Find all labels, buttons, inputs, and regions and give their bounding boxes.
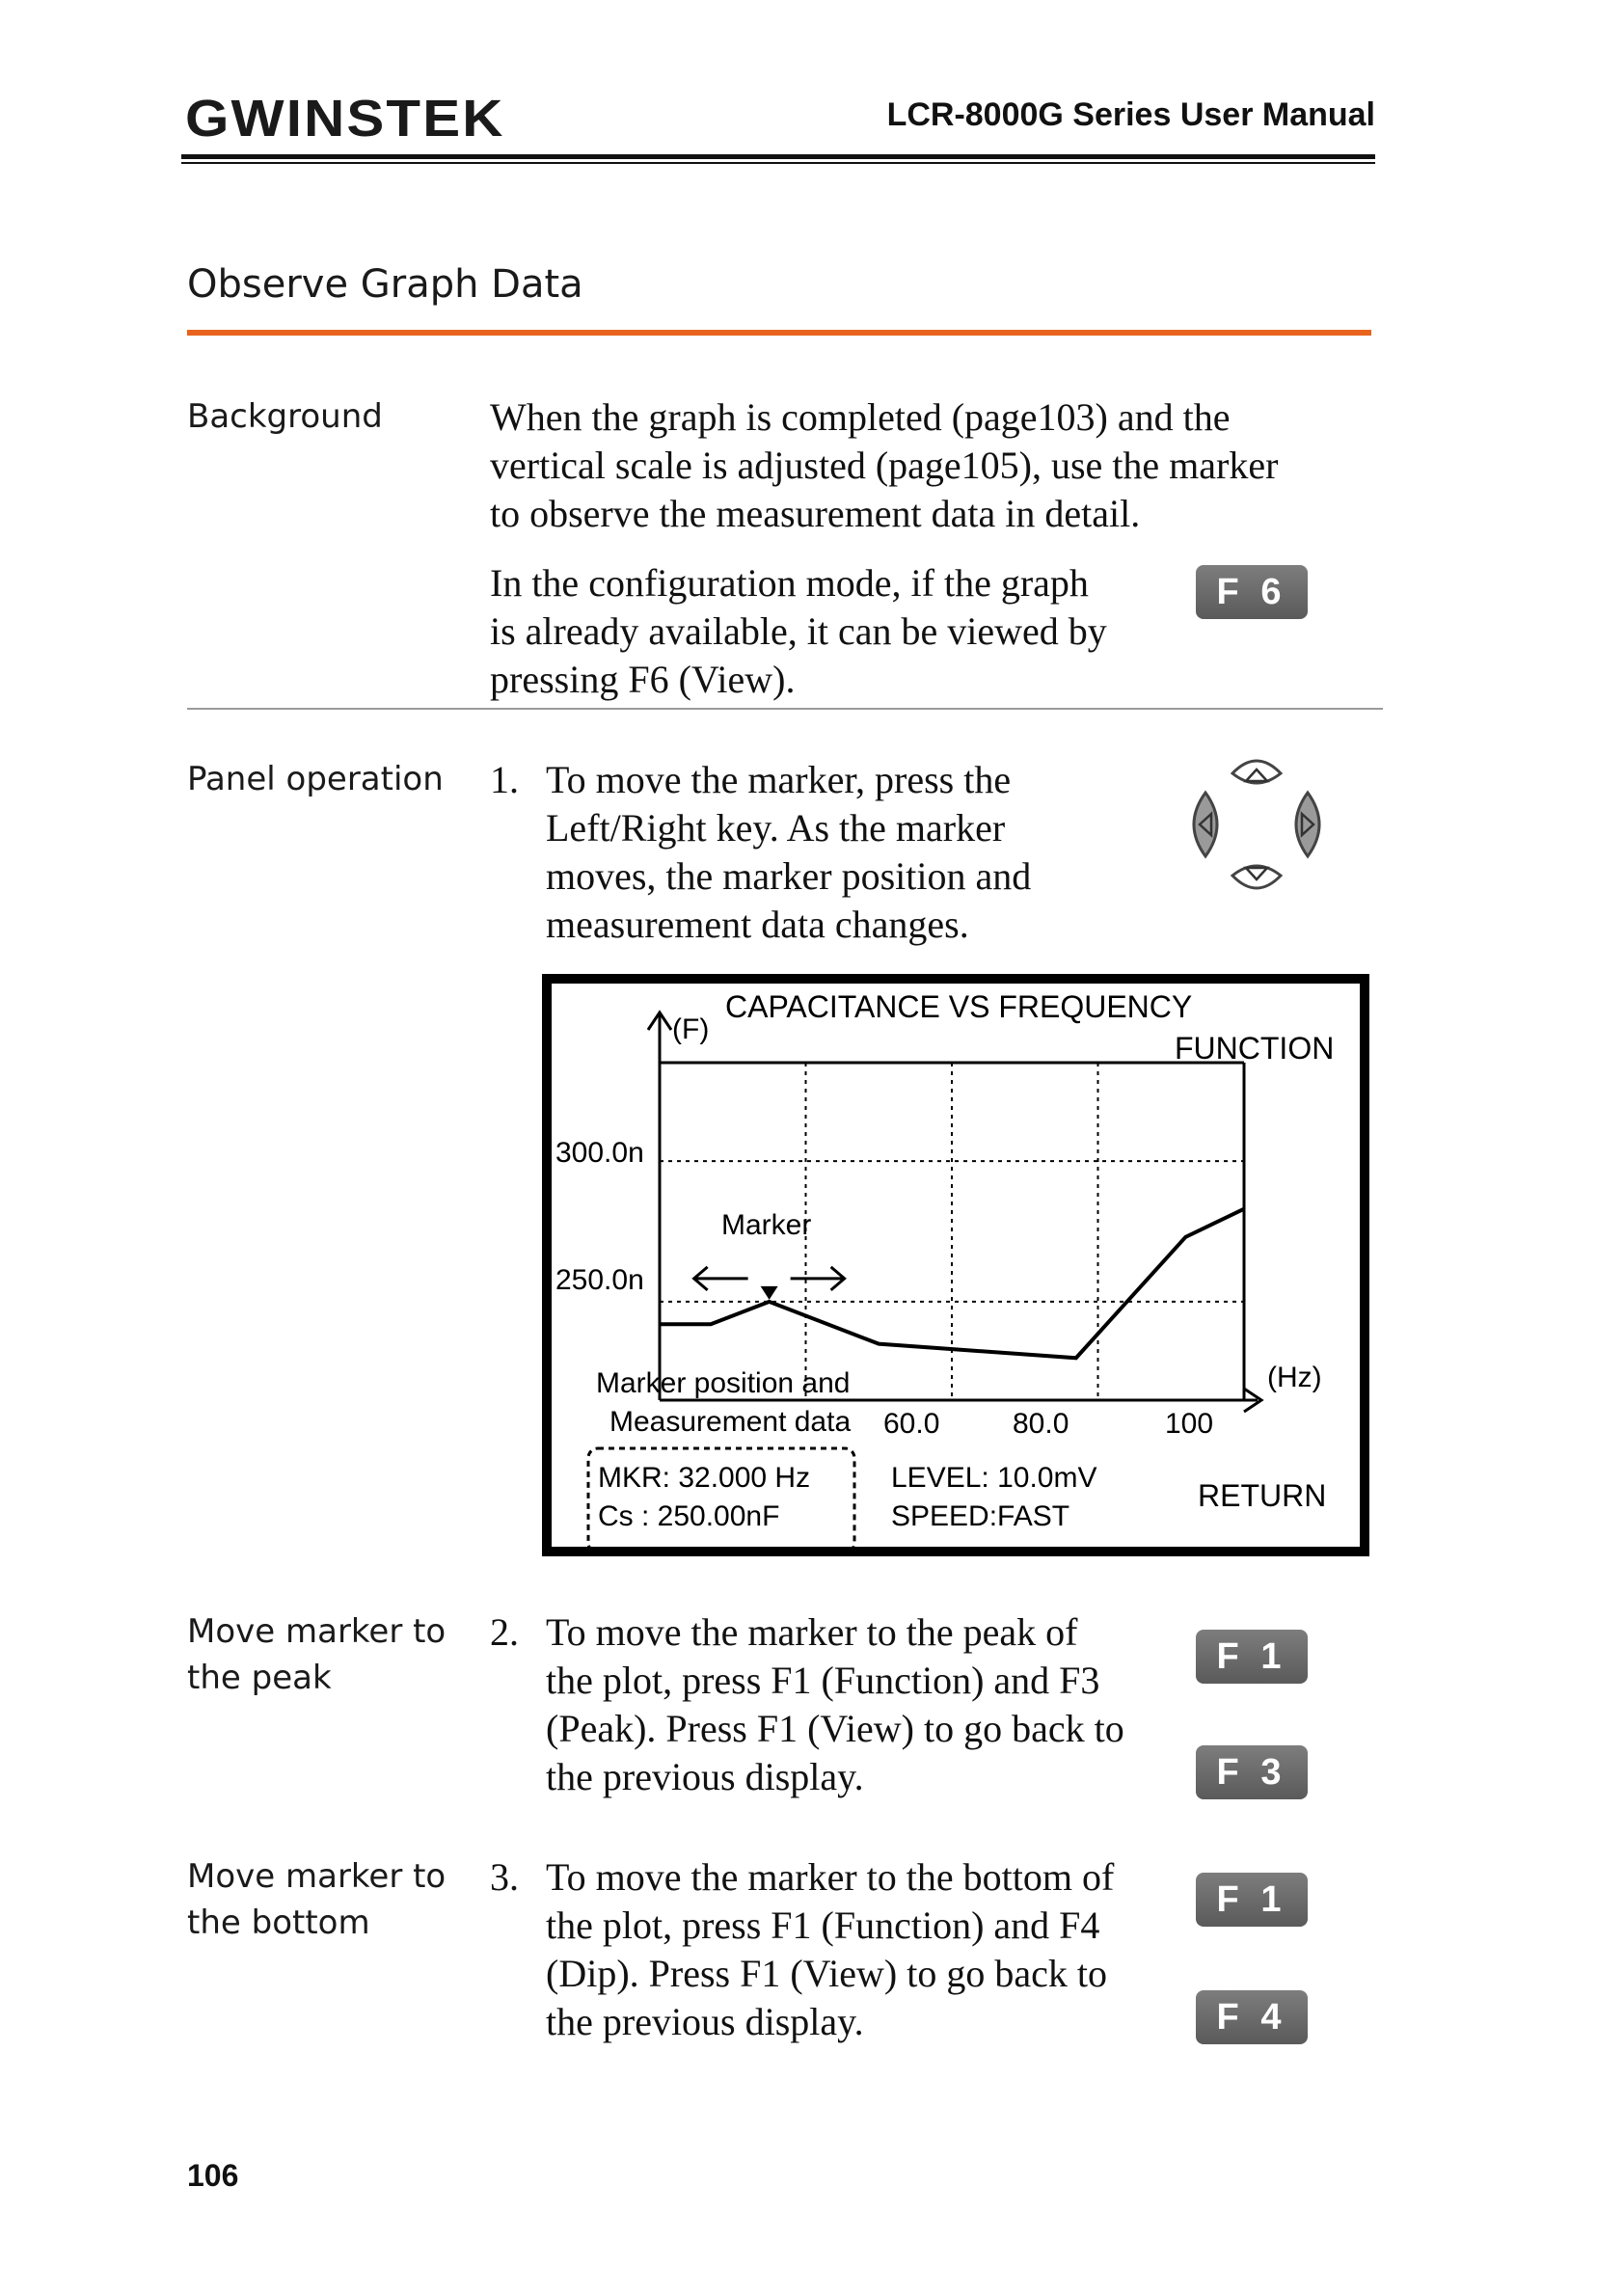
marker-label: Marker <box>721 1209 812 1241</box>
step-1-text <box>546 756 1031 949</box>
level-readout: LEVEL: 10.0mV <box>891 1462 1097 1494</box>
label-line: the peak <box>187 1659 332 1697</box>
manual-title: LCR-8000G Series User Manual <box>886 96 1375 133</box>
f1-key: F 1 <box>1196 1873 1308 1927</box>
step-number: 2. <box>490 1610 519 1654</box>
y-tick-label: 300.0n <box>555 1137 644 1169</box>
step-3-text <box>546 1853 1114 2046</box>
f6-key: F 6 <box>1196 565 1308 619</box>
f3-key: F 3 <box>1196 1745 1308 1799</box>
section-title: Observe Graph Data <box>187 262 583 307</box>
mkr-readout: MKR: 32.000 Hz <box>598 1462 811 1494</box>
page-number: 106 <box>187 2158 239 2193</box>
f1-key: F 1 <box>1196 1630 1308 1684</box>
callout-line: Measurement data <box>609 1406 852 1438</box>
lcd-screen-figure <box>542 974 1369 1556</box>
step-2-text <box>546 1608 1124 1801</box>
text-line: the plot, press F1 (Function) and F4 <box>546 1904 1100 1947</box>
text-line: measurement data changes. <box>546 903 969 946</box>
y-tick-label: 250.0n <box>555 1264 644 1296</box>
x-unit-label: (Hz) <box>1267 1362 1322 1393</box>
return-softkey[interactable]: RETURN <box>1198 1478 1327 1513</box>
text-line: moves, the marker position and <box>546 854 1032 898</box>
panel-operation-label: Panel operation <box>187 760 444 798</box>
x-tick-label: 100 <box>1165 1408 1214 1440</box>
label-line: Move marker to <box>187 1857 447 1896</box>
text-line: To move the marker to the bottom of <box>546 1855 1115 1899</box>
arrow-keypad-icon <box>1184 752 1329 897</box>
divider <box>187 708 1383 710</box>
text-line: (Peak). Press F1 (View) to go back to <box>546 1707 1124 1750</box>
header-rule-thin <box>181 162 1375 164</box>
text-line: When the graph is completed (page103) and the <box>490 395 1231 439</box>
background-para-1 <box>490 393 1278 538</box>
screen-title: CAPACITANCE VS FREQUENCY <box>725 989 1193 1024</box>
text-line: is already available, it can be viewed by <box>490 609 1107 653</box>
text-line: the previous display. <box>546 1755 864 1798</box>
text-line: (Dip). Press F1 (View) to go back to <box>546 1952 1107 1995</box>
gwinstek-logo: GWINSTEK <box>185 90 505 148</box>
f4-key: F 4 <box>1196 1990 1308 2044</box>
text-line: to observe the measurement data in detail. <box>490 492 1141 535</box>
text-line: vertical scale is adjusted (page105), use the marker <box>490 444 1279 487</box>
step-number: 1. <box>490 758 519 801</box>
background-para-2 <box>490 559 1107 704</box>
section-rule <box>187 330 1371 336</box>
step-number: 3. <box>490 1855 519 1899</box>
function-softkey[interactable]: FUNCTION <box>1175 1031 1335 1066</box>
background-label: Background <box>187 397 383 436</box>
x-tick-label: 80.0 <box>1013 1408 1069 1440</box>
text-line: To move the marker to the peak of <box>546 1610 1078 1654</box>
cs-readout: Cs : 250.00nF <box>598 1500 780 1532</box>
callout-line: Marker position and <box>596 1367 851 1399</box>
step-3-label <box>187 1853 446 1946</box>
label-line: Move marker to <box>187 1612 447 1651</box>
text-line: pressing F6 (View). <box>490 658 796 701</box>
speed-readout: SPEED:FAST <box>891 1500 1070 1532</box>
text-line: Left/Right key. As the marker <box>546 806 1006 850</box>
text-line: To move the marker, press the <box>546 758 1012 801</box>
text-line: In the configuration mode, if the graph <box>490 561 1089 605</box>
label-line: the bottom <box>187 1904 370 1942</box>
x-tick-label: 60.0 <box>883 1408 940 1440</box>
text-line: the plot, press F1 (Function) and F3 <box>546 1659 1100 1702</box>
y-unit-label: (F) <box>672 1013 710 1045</box>
step-2-label <box>187 1608 446 1701</box>
text-line: the previous display. <box>546 2000 864 2043</box>
header-rule <box>181 154 1375 159</box>
